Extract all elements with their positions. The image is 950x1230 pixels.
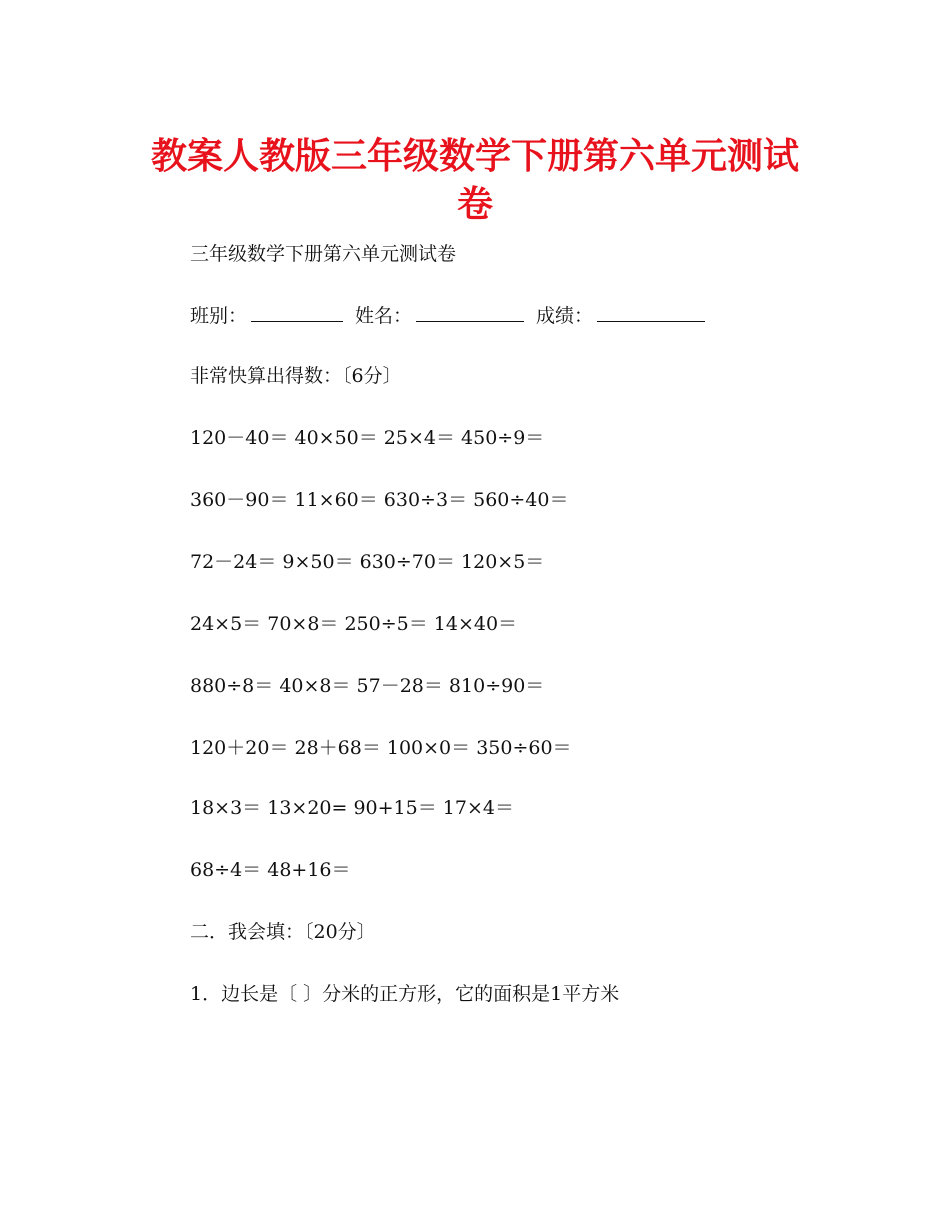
score-blank[interactable] bbox=[597, 303, 705, 322]
calc-row: 360－90＝ 11×60＝ 630÷3＝ 560÷40＝ bbox=[190, 489, 569, 511]
section-2-heading: 二．我会填：〔20分〕 bbox=[190, 921, 376, 943]
calc-row: 120＋20＝ 28＋68＝ 100×0＝ 350÷60＝ bbox=[190, 737, 572, 759]
section-1-heading: 非常快算出得数：〔6分〕 bbox=[190, 365, 402, 387]
class-blank[interactable] bbox=[251, 303, 343, 322]
calc-row: 24×5＝ 70×8＝ 250÷5＝ 14×40＝ bbox=[190, 613, 518, 635]
calc-row: 68÷4＝ 48+16＝ bbox=[190, 859, 351, 881]
name-label: 姓名： bbox=[355, 305, 413, 327]
calc-row: 880÷8＝ 40×8＝ 57－28＝ 810÷90＝ bbox=[190, 675, 545, 697]
document-title bbox=[100, 133, 850, 229]
name-blank[interactable] bbox=[416, 303, 524, 322]
title-line-2: 卷 bbox=[456, 184, 493, 225]
calc-row: 18×3＝ 13×20= 90+15＝ 17×4＝ bbox=[190, 797, 514, 819]
question-1: 1．边长是〔 〕分米的正方形，它的面积是1平方米 bbox=[190, 983, 620, 1005]
calc-row: 72－24＝ 9×50＝ 630÷70＝ 120×5＝ bbox=[190, 551, 545, 573]
class-label: 班别： bbox=[190, 305, 248, 327]
score-label: 成绩： bbox=[536, 305, 594, 327]
subtitle: 三年级数学下册第六单元测试卷 bbox=[190, 243, 457, 265]
student-info-row bbox=[190, 303, 705, 328]
calc-row: 120－40＝ 40×50＝ 25×4＝ 450÷9＝ bbox=[190, 427, 545, 449]
title-line-1: 教案人教版三年级数学下册第六单元测试 bbox=[150, 136, 799, 177]
